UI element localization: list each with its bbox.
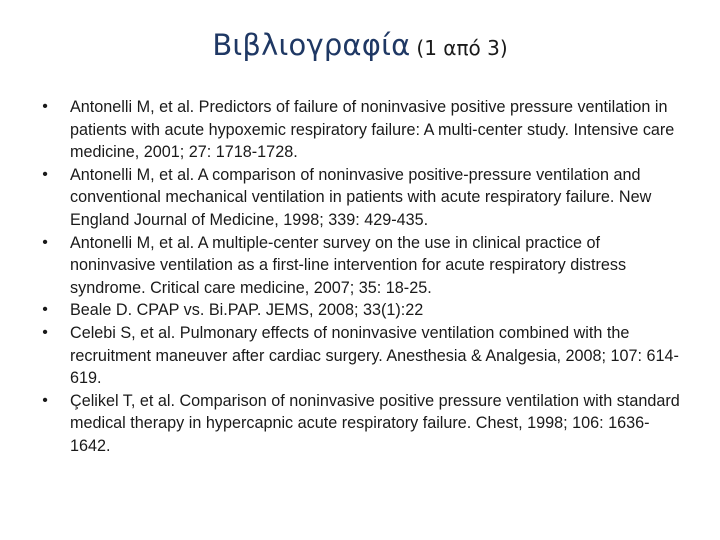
reference-text: Antonelli M, et al. A comparison of noninvasive positive-pressure ventilation and conventional mechanical ventilation in patients with acute respiratory failure. New England Journal of Medicine, 1998; 339: 429-435. bbox=[70, 165, 652, 229]
bullet-icon: • bbox=[42, 391, 48, 409]
bullet-icon: • bbox=[42, 323, 48, 341]
reference-text: Celebi S, et al. Pulmonary effects of noninvasive ventilation combined with the recruitment maneuver after cardiac surgery. Anesthesia & Analgesia, 2008; 107: 614-619. bbox=[70, 323, 679, 388]
reference-item bbox=[36, 299, 686, 322]
reference-item bbox=[36, 96, 686, 164]
reference-item bbox=[36, 322, 686, 390]
reference-item bbox=[36, 232, 686, 300]
bullet-icon: • bbox=[42, 165, 48, 183]
page-indicator: (1 από 3) bbox=[416, 36, 508, 60]
reference-list bbox=[36, 96, 686, 458]
reference-text: Beale D. CPAP vs. Bi.PAP. JEMS, 2008; 33(1):22 bbox=[70, 301, 424, 320]
bullet-icon: • bbox=[42, 233, 48, 251]
title-text: Βιβλιογραφία bbox=[212, 28, 411, 62]
slide-title bbox=[0, 28, 720, 62]
reference-item bbox=[36, 164, 686, 232]
bullet-icon: • bbox=[42, 98, 48, 115]
reference-item bbox=[36, 390, 686, 458]
reference-text: Çelikel T, et al. Comparison of noninvasive positive pressure ventilation with standard medical therapy in hypercapnic acute respiratory failure. Chest, 1998; 106: 1636-1642. bbox=[70, 391, 680, 455]
reference-text: Antonelli M, et al. A multiple-center survey on the use in clinical practice of noninvasive ventilation as a first-line intervention for acute respiratory distress syndrome. Critical care medicine, 2007; 35: 18-25. bbox=[70, 233, 627, 297]
bullet-icon: • bbox=[42, 301, 48, 319]
reference-text: Antonelli M, et al. Predictors of failure of noninvasive positive pressure ventilation in patients with acute hypoxemic respiratory failure: A multi-center study. Intensive care medicine, 2001; 27: 1718-1728. bbox=[70, 98, 675, 162]
